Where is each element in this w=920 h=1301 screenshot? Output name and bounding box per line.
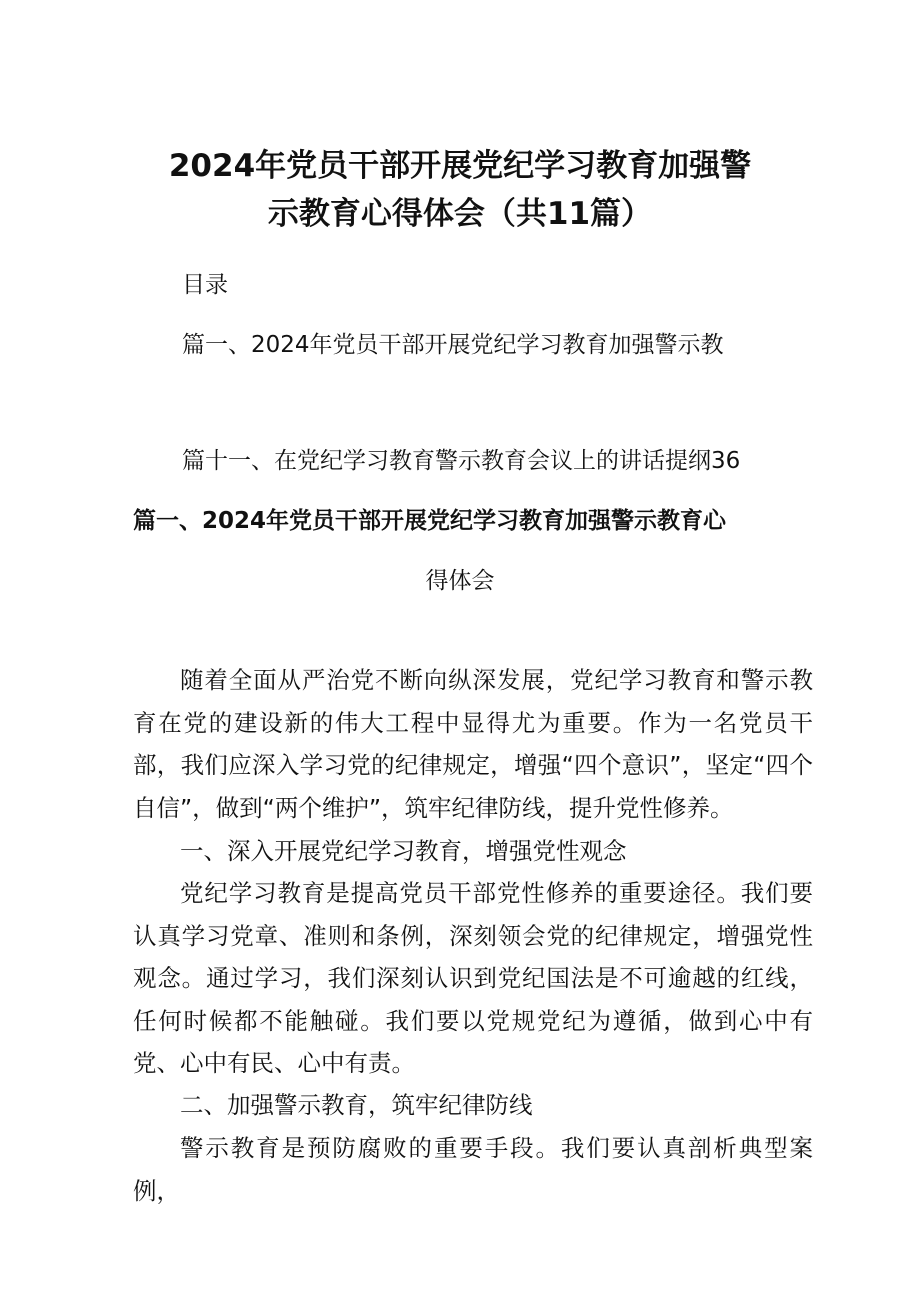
toc-item-11[interactable]: 篇十一、在党纪学习教育警示教育会议上的讲话提纲36 (182, 448, 741, 474)
toc-heading: 目录 (182, 272, 228, 298)
document-title-line-1: 2024年党员干部开展党纪学习教育加强警 (168, 148, 752, 184)
subheading-2: 二、加强警示教育，筑牢纪律防线 (180, 1091, 533, 1119)
section-title-line-1: 篇一、2024年党员干部开展党纪学习教育加强警示教育心 (133, 508, 727, 534)
section-title-line-2: 得体会 (425, 568, 495, 594)
paragraph-2: 警示教育是预防腐败的重要手段。我们要认真剖析典型案例， (133, 1134, 813, 1205)
subheading-1: 一、深入开展党纪学习教育，增强党性观念 (180, 837, 627, 865)
paragraph-1: 党纪学习教育是提高党员干部党性修养的重要途径。我们要认真学习党章、准则和条例，深刻领会党的纪律规定，增强党性观念。通过学习，我们深刻认识到党纪国法是不可逾越的红线，任何时候都不能触碰。我们要以党规党纪为遵循，做到心中有党、心中有民、心中有责。 (133, 879, 813, 1077)
intro-paragraph: 随着全面从严治党不断向纵深发展，党纪学习教育和警示教育在党的建设新的伟大工程中显得尤为重要。作为一名党员干部，我们应深入学习党的纪律规定，增强“四个意识”，坚定“四个自信”，做到“两个维护”，筑牢纪律防线，提升党性修养。 (133, 666, 813, 822)
document-title-line-2: 示教育心得体会（共11篇） (267, 196, 653, 232)
toc-item-1[interactable]: 篇一、2024年党员干部开展党纪学习教育加强警示教 (182, 332, 724, 358)
